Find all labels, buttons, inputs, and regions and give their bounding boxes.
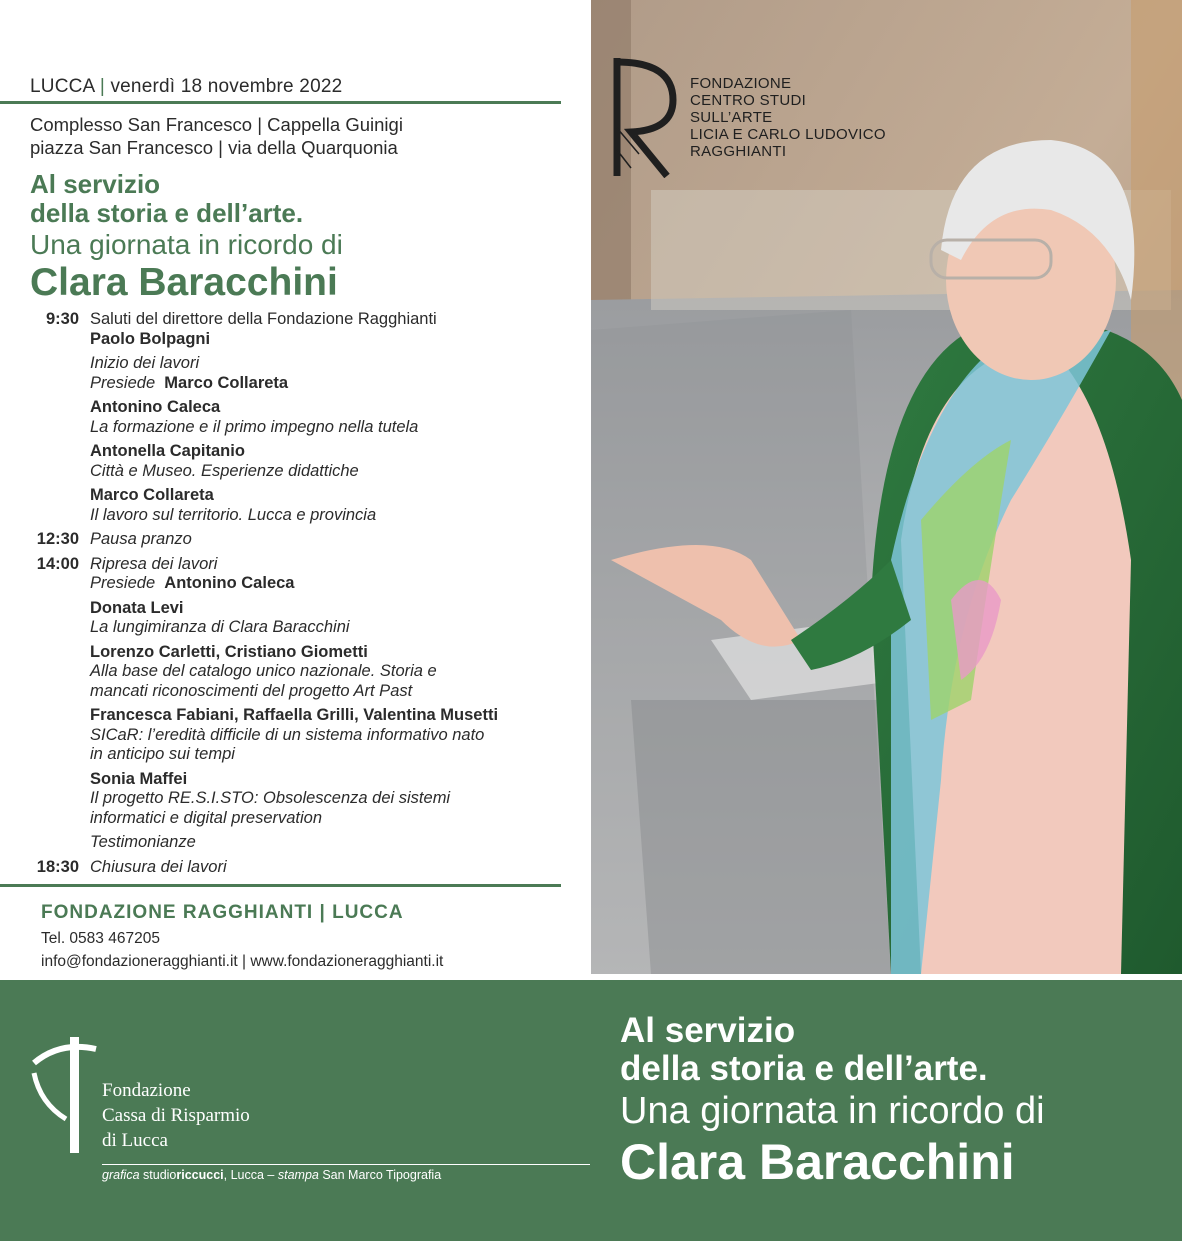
program-item (0, 770, 570, 829)
program-item (0, 643, 570, 702)
title-name: Clara Baracchini (30, 261, 338, 304)
logo-line-2: CENTRO STUDI (690, 92, 807, 109)
program-talk-cont: informatici e digital preservation (90, 808, 323, 827)
program-column (0, 0, 570, 980)
logo-line-4: LICIA E CARLO LUDOVICO (690, 126, 886, 143)
credits-stampa: stampa (277, 1168, 319, 1182)
sponsor-line-1: Fondazione (102, 1080, 191, 1101)
photo-logo-text (690, 75, 886, 160)
program-speaker: Antonino Caleca (90, 398, 221, 416)
footer-contacts: info@fondazioneragghianti.it | www.fondazioneragghianti.it (41, 953, 444, 970)
program-talk: Il progetto RE.S.I.STO: Obsolescenza dei sistemi (90, 789, 451, 807)
program-time: 14:00 (36, 554, 79, 573)
logo-line-3: SULL’ARTE (690, 109, 773, 126)
program-item (0, 398, 570, 437)
event-title (30, 170, 303, 228)
program-list (0, 310, 570, 877)
bottom-rule (0, 884, 561, 887)
program-item (0, 555, 570, 575)
credits-rule (102, 1164, 590, 1165)
footer-phone: Tel. 0583 467205 (41, 930, 160, 947)
program-item (0, 706, 570, 765)
separator: | (99, 76, 105, 97)
program-text: Saluti del direttore della Fondazione Ragghianti (90, 310, 437, 328)
band-title-line-2: della storia e dell’arte. (620, 1049, 988, 1088)
sponsor-line-3: di Lucca (102, 1130, 168, 1151)
title-subtitle: Una giornata in ricordo di (30, 229, 343, 260)
program-item (0, 599, 570, 638)
footer-org: FONDAZIONE RAGGHIANTI | LUCCA (41, 902, 404, 923)
credits-grafica: grafica (102, 1168, 140, 1182)
program-chair: Marco Collareta (164, 373, 289, 392)
dateline (30, 76, 342, 98)
program-talk-cont: mancati riconoscimenti del progetto Art Past (90, 681, 413, 700)
venue-line-2: piazza San Francesco | via della Quarquonia (30, 137, 398, 158)
program-speaker: Paolo Bolpagni (90, 329, 211, 348)
program-talk: Città e Museo. Esperienze didattiche (90, 461, 359, 480)
program-item (0, 310, 570, 330)
portrait-photo (591, 0, 1182, 974)
program-item (0, 833, 570, 853)
program-talk: La lungimiranza di Clara Baracchini (90, 618, 350, 636)
credits-city: , Lucca – (223, 1168, 275, 1182)
city: LUCCA (30, 76, 95, 97)
program-note: Presiede (90, 574, 156, 592)
band-name: Clara Baracchini (620, 1134, 1015, 1190)
program-item (0, 330, 570, 350)
program-talk: Alla base del catalogo unico nazionale. Storia e (90, 662, 437, 680)
sponsor-line-2: Cassa di Risparmio (102, 1105, 250, 1126)
program-item (0, 354, 570, 374)
program-time: 18:30 (36, 857, 79, 876)
credits (102, 1168, 441, 1182)
program-speaker: Lorenzo Carletti, Cristiano Giometti (90, 642, 368, 661)
logo-line-1: FONDAZIONE (690, 75, 792, 92)
program-item (0, 442, 570, 481)
program-talk: La formazione e il primo impegno nella tutela (90, 417, 419, 436)
band-title (620, 1012, 988, 1088)
credits-studio-bold: riccucci (176, 1168, 224, 1182)
program-talk: SICaR: l’eredità difficile di un sistema informativo nato (90, 725, 485, 744)
fcr-logo-icon (30, 1033, 102, 1155)
band-title-line-1: Al servizio (620, 1011, 796, 1050)
program-note: Ripresa dei lavori (90, 554, 218, 573)
program-note: Chiusura dei lavori (90, 857, 227, 876)
program-item (0, 858, 570, 878)
sponsor-name (102, 1078, 250, 1153)
program-note: Testimonianze (90, 833, 196, 851)
program-speaker: Antonella Capitanio (90, 442, 245, 460)
program-speaker: Francesca Fabiani, Raffaella Grilli, Valentina Musetti (90, 706, 499, 724)
program-talk-cont: in anticipo sui tempi (90, 745, 235, 763)
credits-printer: San Marco Tipografia (322, 1168, 442, 1182)
event-date: venerdì 18 novembre 2022 (110, 76, 343, 97)
program-item (0, 374, 570, 394)
top-rule (0, 101, 561, 104)
program-item (0, 530, 570, 550)
venue (30, 113, 403, 159)
program-item (0, 574, 570, 594)
program-time: 9:30 (45, 310, 79, 328)
program-speaker: Sonia Maffei (90, 769, 188, 788)
photo-illustration (591, 0, 1182, 974)
band-subtitle: Una giornata in ricordo di (620, 1090, 1045, 1132)
venue-line-1: Complesso San Francesco | Cappella Guinigi (30, 114, 403, 135)
program-item (0, 486, 570, 525)
logo-line-5: RAGGHIANTI (690, 143, 787, 160)
title-line-1: Al servizio (30, 169, 161, 199)
title-line-2: della storia e dell’arte. (30, 198, 304, 228)
program-speaker: Donata Levi (90, 598, 184, 617)
program-chair: Antonino Caleca (164, 574, 295, 592)
program-talk: Il lavoro sul territorio. Lucca e provincia (90, 505, 377, 524)
program-note: Inizio dei lavori (90, 354, 200, 372)
ragghianti-logo-icon (609, 58, 679, 178)
program-note: Presiede (90, 373, 156, 392)
program-note: Pausa pranzo (90, 530, 192, 548)
program-time: 12:30 (36, 530, 79, 548)
program-speaker: Marco Collareta (90, 486, 214, 504)
credits-studio: studio (143, 1168, 177, 1182)
